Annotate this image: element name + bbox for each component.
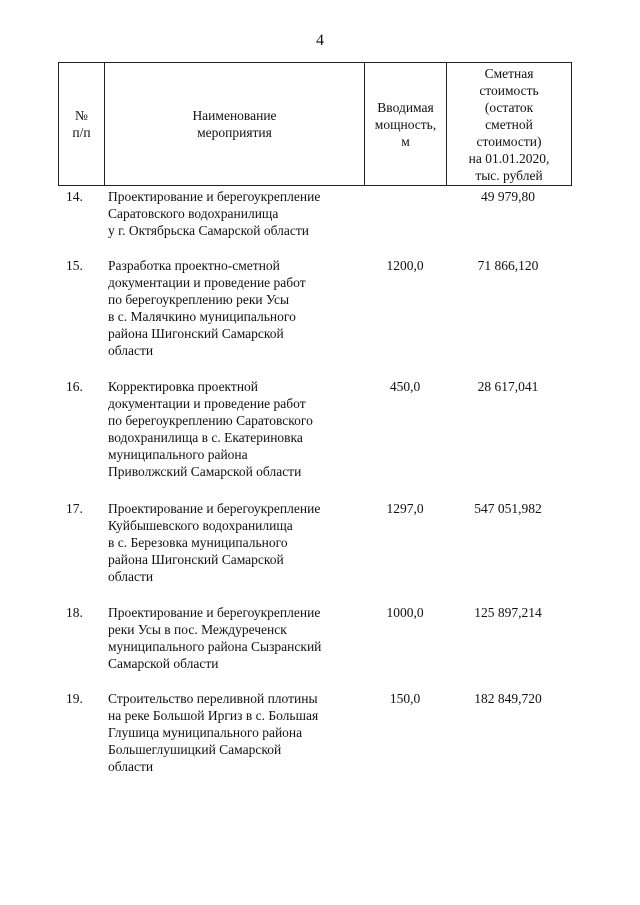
row-cost: 182 849,720 — [474, 691, 542, 706]
row-number: 19. — [66, 691, 83, 706]
page-number: 4 — [316, 32, 324, 49]
row-power: 1297,0 — [386, 501, 424, 516]
row-power: 150,0 — [389, 691, 421, 706]
row-cost: 547 051,982 — [474, 501, 542, 516]
header-number: № п/п — [59, 63, 105, 185]
table-header — [58, 62, 572, 186]
row-number: 15. — [66, 258, 83, 273]
header-cost: Сметная стоимость (остаток сметной стоимости) на 01.01.2020, тыс. рублей — [468, 65, 550, 183]
row-number: 18. — [66, 605, 83, 620]
row-name: Проектирование и берегоукрепление реки Усы в пос. Междуреченск муниципального района Сызранский Самарской области — [108, 605, 322, 671]
row-number: 16. — [66, 379, 83, 394]
row-power: 1200,0 — [386, 258, 424, 273]
row-number: 17. — [66, 501, 83, 516]
header-name: Наименование мероприятия — [105, 63, 365, 185]
header-power: Вводимая мощность, м — [365, 63, 447, 185]
row-cost: 49 979,80 — [481, 189, 535, 204]
row-cost: 28 617,041 — [477, 379, 539, 394]
row-power: 450,0 — [389, 379, 421, 394]
row-name: Строительство переливной плотины на реке Большой Иргиз в с. Большая Глушица муниципального района Большеглушицкий Самарской области — [108, 691, 319, 774]
row-name: Проектирование и берегоукрепление Куйбышевского водохранилища в с. Березовка муниципального района Шигонский Самарской области — [108, 501, 321, 584]
row-name: Разработка проектно-сметной документации и проведение работ по берегоукреплению реки Усы в с. Малячкино муниципального района Шигонский Самарской области — [108, 258, 306, 358]
row-number: 14. — [66, 189, 83, 204]
row-name: Корректировка проектной документации и проведение работ по берегоукреплению Саратовского водохранилища в с. Екатериновка муниципального района Приволжский Самарской области — [108, 379, 313, 479]
row-cost: 71 866,120 — [477, 258, 539, 273]
row-power: 1000,0 — [386, 605, 424, 620]
row-name: Проектирование и берегоукрепление Саратовского водохранилища у г. Октябрьска Самарской области — [108, 189, 321, 238]
row-cost: 125 897,214 — [474, 605, 542, 620]
